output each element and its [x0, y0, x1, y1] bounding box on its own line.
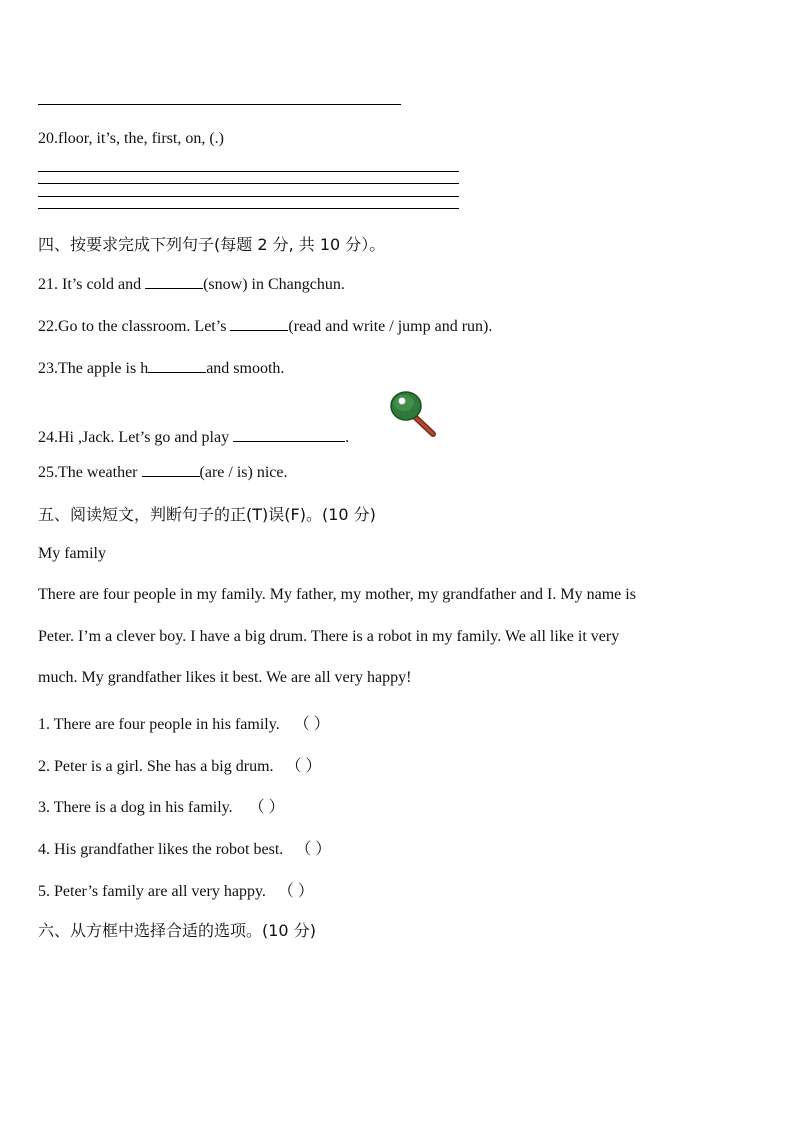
- answer-parentheses[interactable]: （ ）: [277, 883, 314, 900]
- judgement-item: [38, 794, 285, 817]
- answer-line[interactable]: [38, 196, 459, 197]
- passage-title: My family: [38, 545, 106, 562]
- judgement-item: [38, 878, 314, 901]
- judgement-text: 4. His grandfather likes the robot best.: [38, 841, 284, 858]
- answer-parentheses[interactable]: （ ）: [293, 716, 330, 733]
- answer-line[interactable]: [38, 183, 459, 184]
- question-22-hint: (read and write / jump and run).: [288, 318, 493, 335]
- question-24-text: 24.Hi ,Jack. Let’s go and play: [38, 429, 234, 446]
- question-20: 20.floor, it’s, the, first, on, (.): [38, 130, 224, 147]
- judgement-item: [38, 711, 330, 734]
- judgement-text: 5. Peter’s family are all very happy.: [38, 883, 266, 900]
- answer-blank[interactable]: [230, 316, 288, 331]
- answer-parentheses[interactable]: （ ）: [295, 841, 332, 858]
- question-25: [38, 462, 287, 482]
- question-21-hint: (snow) in Changchun.: [203, 276, 345, 293]
- question-22: [38, 316, 492, 336]
- passage-line: much. My grandfather likes it best. We are all very happy!: [38, 669, 412, 686]
- question-23-tail: and smooth.: [206, 360, 285, 377]
- judgement-item: [38, 753, 322, 776]
- answer-line[interactable]: [38, 208, 459, 209]
- judgement-text: 3. There is a dog in his family.: [38, 799, 233, 816]
- question-23-text: 23.The apple is h: [38, 360, 149, 377]
- question-22-text: 22.Go to the classroom. Let’s: [38, 318, 231, 335]
- answer-line[interactable]: [38, 104, 401, 105]
- passage-line: There are four people in my family. My father, my mother, my grandfather and I. My name is: [38, 586, 636, 603]
- question-21: [38, 274, 345, 294]
- question-23: [38, 358, 284, 378]
- judgement-text: 1. There are four people in his family.: [38, 716, 280, 733]
- answer-parentheses[interactable]: （ ）: [248, 799, 285, 816]
- section-6-heading: 六、从方框中选择合适的选项。(10 分): [38, 921, 316, 940]
- answer-parentheses[interactable]: （ ）: [285, 758, 322, 775]
- section-5-heading: 五、阅读短文，判断句子的正(T)误(F)。(10 分): [38, 505, 376, 524]
- question-24: [38, 427, 349, 447]
- answer-blank[interactable]: [148, 358, 206, 373]
- section-4-heading: 四、按要求完成下列句子(每题 2 分, 共 10 分）。: [38, 235, 386, 254]
- passage-line: Peter. I’m a clever boy. I have a big drum. There is a robot in my family. We all like it very: [38, 628, 620, 645]
- answer-line[interactable]: [38, 171, 459, 172]
- answer-blank[interactable]: [233, 427, 345, 442]
- question-25-text: 25.The weather: [38, 464, 142, 481]
- answer-blank[interactable]: [142, 462, 200, 477]
- judgement-text: 2. Peter is a girl. She has a big drum.: [38, 758, 274, 775]
- answer-blank[interactable]: [145, 274, 203, 289]
- question-25-hint: (are / is) nice.: [199, 464, 288, 481]
- question-21-text: 21. It’s cold and: [38, 276, 146, 293]
- question-24-tail: .: [345, 429, 350, 446]
- ping-pong-paddle-icon: [388, 388, 440, 438]
- judgement-item: [38, 836, 331, 859]
